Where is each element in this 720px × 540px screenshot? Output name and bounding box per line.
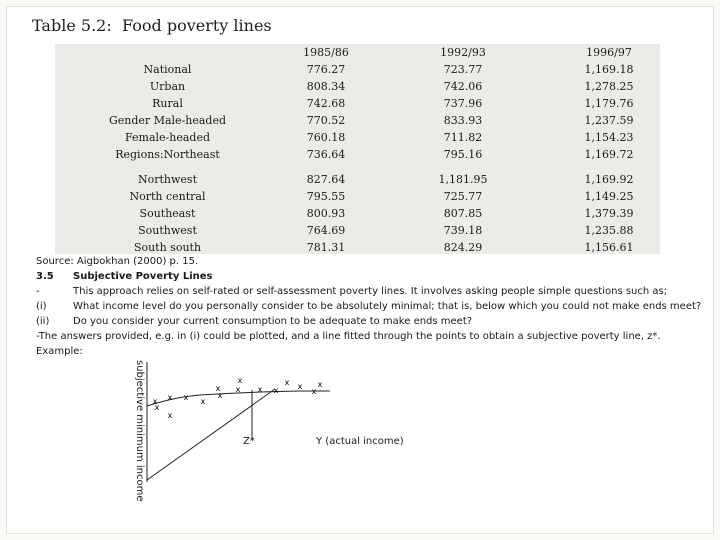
data-point-marker: x (200, 397, 206, 406)
table-cell: 781.31 (306, 241, 346, 254)
data-point-marker: x (237, 376, 243, 385)
answers-text: -The answers provided, e.g. in (i) could be plotted, and a line fitted through the points to obtain a subjective poverty line, z*. (36, 331, 661, 342)
table-cell: 807.85 (443, 207, 483, 220)
table-cell: 1,379.39 (584, 207, 634, 220)
table-title: Food poverty lines (122, 16, 272, 35)
table-cell: 742.68 (306, 97, 346, 110)
zstar-label: Z* (243, 436, 255, 447)
row-label: National (143, 63, 192, 76)
table-cell: 833.93 (443, 114, 483, 127)
table-cell: 795.16 (443, 148, 483, 161)
table-number: Table 5.2: (32, 16, 112, 35)
question-text: What income level do you personally consider to be absolutely minimal; that is, below which you could not make ends meet? (73, 301, 702, 312)
data-point-marker: x (273, 386, 279, 395)
table-cell: 808.34 (306, 80, 346, 93)
table-cell: 764.69 (306, 224, 346, 237)
table-cell: 1,169.72 (584, 148, 634, 161)
approach-text: This approach relies on self-rated or self-assessment poverty lines. It involves asking people simple questions such as; (73, 286, 668, 297)
table-cell: 795.55 (306, 190, 346, 203)
data-point-marker: x (317, 380, 323, 389)
table-cell: 737.96 (443, 97, 483, 110)
data-point-marker: x (311, 387, 317, 396)
data-point-marker: x (235, 385, 241, 394)
data-point-marker: x (154, 403, 160, 412)
forty-five-degree-line (147, 389, 275, 480)
data-point-marker: x (183, 393, 189, 402)
row-label: Southwest (138, 224, 197, 237)
question-text: Do you consider your current consumption to be adequate to make ends meet? (73, 316, 473, 327)
table-cell: 736.64 (306, 148, 346, 161)
data-point-marker: x (215, 384, 221, 393)
row-label: Gender Male-headed (109, 114, 226, 127)
data-point-marker: x (297, 382, 303, 391)
data-point-marker: x (284, 378, 290, 387)
data-point-marker: x (167, 411, 173, 420)
table-cell: 776.27 (306, 63, 346, 76)
column-header: 1996/97 (586, 46, 632, 59)
y-axis-label: subjective minimum income (134, 360, 145, 502)
table-cell: 739.18 (443, 224, 483, 237)
table-cell: 1,154.23 (584, 131, 634, 144)
bullet-dash: - (36, 286, 40, 297)
item-label: (ii) (36, 316, 50, 327)
row-label: Southeast (139, 207, 196, 220)
row-label: Urban (149, 80, 186, 93)
table-cell: 725.77 (443, 190, 483, 203)
table-cell: 1,169.18 (584, 63, 634, 76)
table-cell: 1,181.95 (438, 173, 488, 186)
row-label: South south (133, 241, 202, 254)
data-point-marker: x (217, 391, 223, 400)
row-label: Northwest (137, 173, 197, 186)
table-cell: 1,237.59 (584, 114, 634, 127)
column-header: 1992/93 (440, 46, 486, 59)
table-cell: 824.29 (443, 241, 483, 254)
data-point-marker: x (257, 385, 263, 394)
table-cell: 1,179.76 (584, 97, 634, 110)
row-label: North central (129, 190, 206, 203)
table-cell: 1,149.25 (584, 190, 634, 203)
item-label: (i) (36, 301, 47, 312)
row-label: Regions:Northeast (115, 148, 220, 161)
row-label: Female-headed (124, 131, 211, 144)
table-cell: 711.82 (443, 131, 483, 144)
source-line: Source: Aigbokhan (2000) p. 15. (36, 256, 199, 267)
table-cell: 760.18 (306, 131, 346, 144)
data-point-marker: x (152, 397, 158, 406)
row-label: Rural (152, 97, 183, 110)
section-number: 3.5 (36, 271, 54, 282)
data-point-marker: x (167, 393, 173, 402)
x-axis-label: Y (actual income) (316, 436, 404, 447)
table-cell: 800.93 (306, 207, 346, 220)
table-cell: 1,235.88 (584, 224, 634, 237)
section-title: Subjective Poverty Lines (73, 271, 213, 282)
table-cell: 1,156.61 (584, 241, 634, 254)
column-header: 1985/86 (303, 46, 349, 59)
table-cell: 1,169.92 (584, 173, 634, 186)
table-cell: 742.06 (443, 80, 483, 93)
table-cell: 827.64 (306, 173, 346, 186)
table-cell: 723.77 (443, 63, 483, 76)
example-label: Example: (36, 346, 83, 357)
table-cell: 1,278.25 (584, 80, 634, 93)
table-cell: 770.52 (306, 114, 346, 127)
